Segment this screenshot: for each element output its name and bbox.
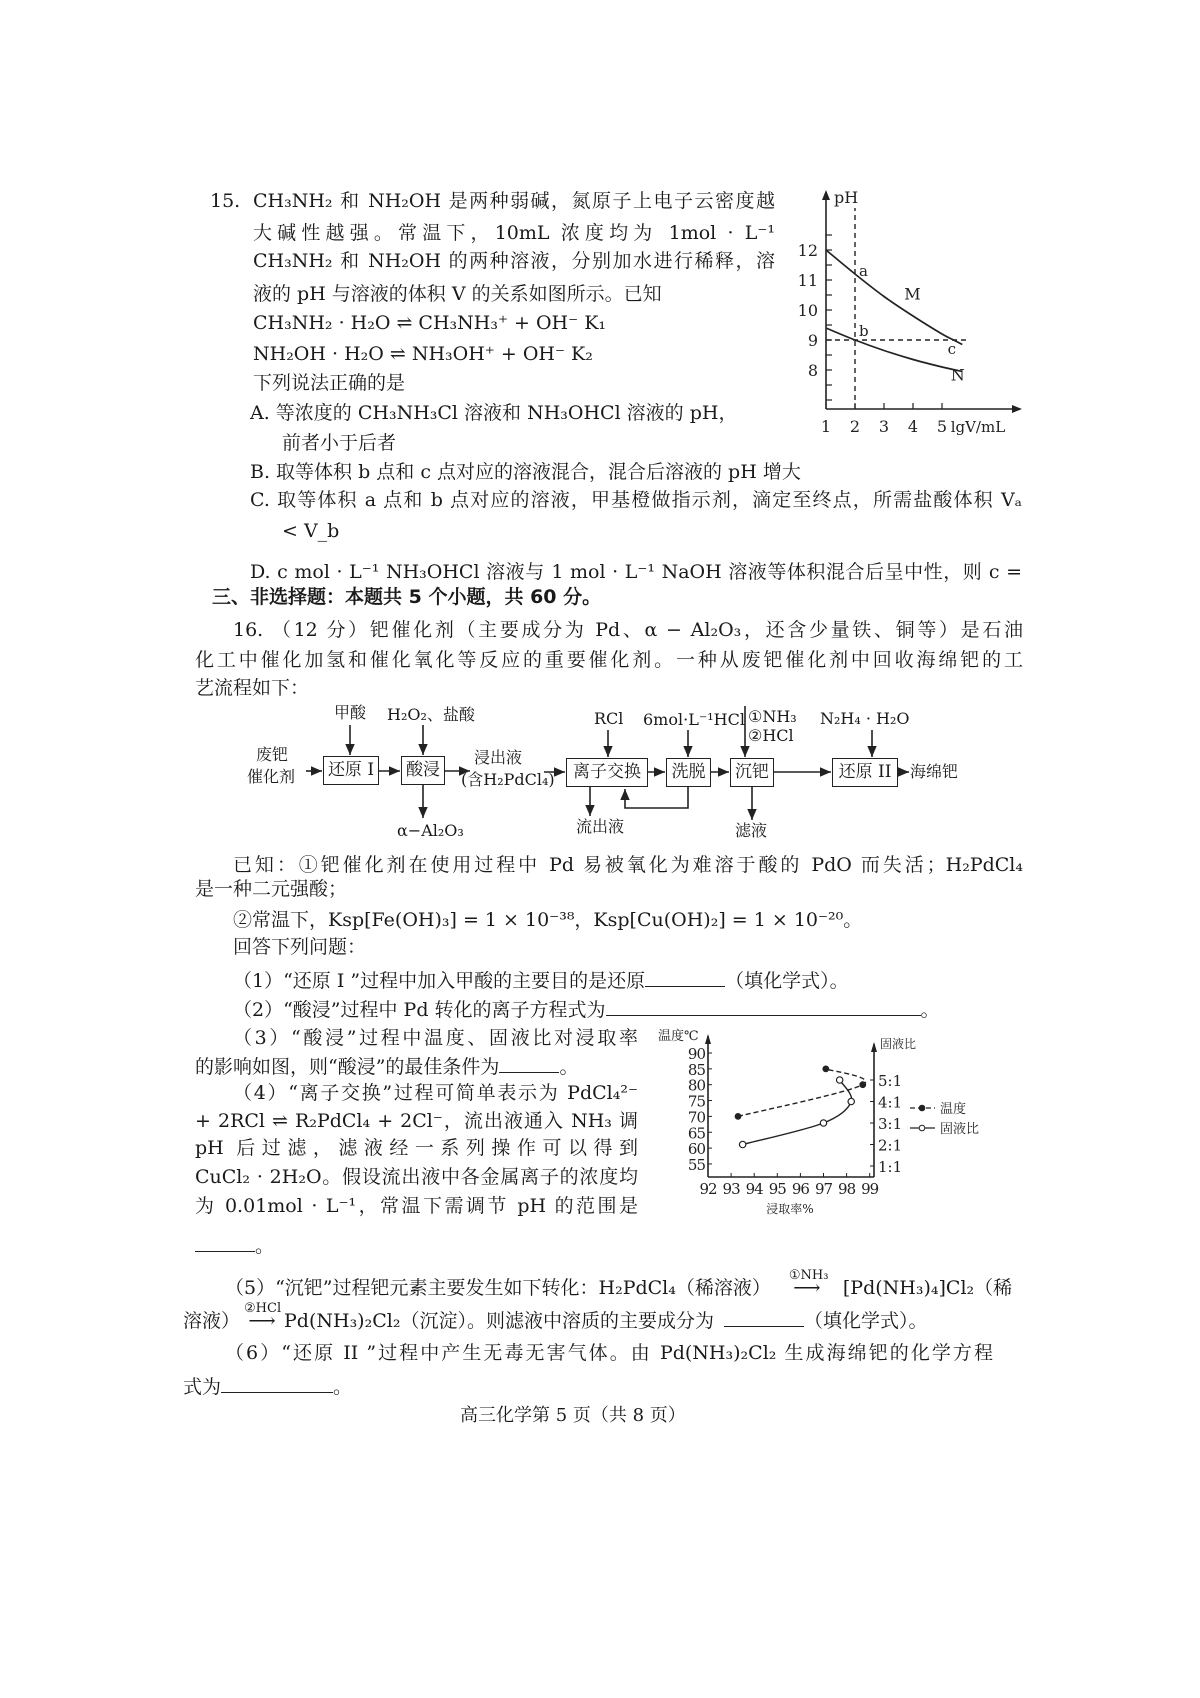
flow-leachate-label: (含H₂PdCl₄) — [461, 770, 555, 789]
right-tick-label: 2:1 — [878, 1136, 903, 1155]
x-tick-label: 1 — [820, 417, 832, 436]
right-axis-label: 固液比 — [880, 1037, 917, 1051]
subquestion-1-suffix: （填化学式）。 — [725, 970, 849, 992]
option-d: D. c mol · L⁻¹ NH₃OHCl 溶液与 1 mol · L⁻¹ NaOH 溶液等体积混合后呈中性，则 c = — [250, 561, 1022, 583]
subquestion-5 — [225, 1268, 1013, 1300]
y-tick-label: 10 — [797, 301, 818, 320]
data-point-温度 — [860, 1082, 866, 1088]
flow-step-acid-leach: 酸浸 — [401, 756, 445, 785]
left-tick-label: 90 — [687, 1045, 705, 1063]
legend-marker — [919, 1105, 925, 1111]
subquestion-1-text: （1）“还原 I ”过程中加入甲酸的主要目的是还原 — [233, 970, 646, 992]
q15-text-line: CH₃NH₂ 和 NH₂OH 是两种弱碱，氮原子上电子云密度越 — [253, 190, 775, 212]
legend-label: 固液比 — [940, 1122, 980, 1137]
x-tick-label: 95 — [768, 1180, 786, 1198]
flow-output-label: α−Al₂O₃ — [397, 821, 464, 840]
y-tick-label: 12 — [797, 241, 818, 260]
flow-reagent-label: 甲酸 — [334, 703, 367, 722]
option-c: C. 取等体积 a 点和 b 点对应的溶液，甲基橙做指示剂，滴定至终点，所需盐酸体积 Vₐ — [250, 489, 1022, 511]
q16-intro-line: 化工中催化加氢和催化氧化等反应的重要催化剂。一种从废钯催化剂中回收海绵钯的工 — [195, 649, 1023, 671]
option-a-cont: 前者小于后者 — [282, 432, 397, 454]
option-a: A. 等浓度的 CH₃NH₃Cl 溶液和 NH₃OHCl 溶液的 pH， — [250, 402, 738, 424]
known-info-line: 是一种二元强酸； — [195, 878, 348, 900]
q15-text-line: 液的 pH 与溶液的体积 V 的关系如图所示。已知 — [253, 283, 662, 305]
legend-label: 温度 — [940, 1102, 967, 1117]
section-heading: 三、非选择题：本题共 5 个小题，共 60 分。 — [212, 586, 602, 608]
x-tick-label: 94 — [745, 1180, 763, 1198]
q15-prompt: 下列说法正确的是 — [253, 372, 406, 394]
right-tick-label: 4:1 — [878, 1093, 903, 1112]
flow-reagent-label: ②HCl — [748, 726, 794, 745]
flow-reagent-label: RCl — [594, 709, 624, 728]
subquestion-5-text: 溶液） — [183, 1310, 241, 1332]
flow-reagent-label: N₂H₄ · H₂O — [820, 709, 910, 728]
subquestion-2-text: （2）“酸浸”过程中 Pd 转化的离子方程式为 — [233, 999, 606, 1021]
left-tick-label: 65 — [687, 1124, 705, 1143]
equilibrium-equation-1: CH₃NH₂ · H₂O ⇌ CH₃NH₃⁺ + OH⁻ K₁ — [253, 312, 607, 334]
x-tick-label: 3 — [878, 417, 890, 436]
right-tick-label: 1:1 — [878, 1158, 903, 1176]
flow-step-ion-exchange: 离子交换 — [566, 758, 648, 787]
left-axis-label: 温度℃ — [658, 1029, 699, 1044]
flow-input-label: 催化剂 — [247, 767, 296, 786]
x-axis-label: lgV/mL — [950, 418, 1006, 436]
page-footer: 高三化学第 5 页（共 8 页） — [460, 1405, 686, 1426]
flow-leachate-label: 浸出液 — [474, 748, 523, 767]
question-number: 15. — [210, 190, 241, 212]
right-axis-arrow — [871, 1042, 877, 1052]
reaction-arrow-condition: ②HCl — [244, 1301, 282, 1316]
flow-step-elution: 洗脱 — [666, 758, 711, 787]
x-tick-label: 97 — [814, 1180, 833, 1198]
option-c-cont: < V_b — [282, 520, 340, 542]
subquestion-5-text: [Pd(NH₃)₄]Cl₂（稀 — [842, 1277, 1013, 1299]
period: 。 — [559, 1056, 579, 1078]
period: 。 — [255, 1235, 275, 1257]
flow-step-reduce-2: 还原 II — [832, 758, 898, 787]
right-tick-label: 3:1 — [878, 1115, 903, 1133]
q16-intro-line: 16. （12 分）钯催化剂（主要成分为 Pd、α − Al₂O₃，还含少量铁、铜等）是石油 — [233, 619, 1023, 641]
flow-reagent-label: H₂O₂、盐酸 — [387, 705, 475, 724]
period: 。 — [333, 1376, 353, 1398]
reaction-arrow: ②HCl ⟶ — [240, 1309, 284, 1333]
flow-step-precipitate-pd: 沉钯 — [730, 758, 774, 787]
series-label-N: N — [950, 365, 965, 385]
y-axis-label: pH — [834, 188, 859, 207]
y-tick-label: 8 — [807, 361, 818, 380]
subquestion-3-text: 的影响如图，则“酸浸”的最佳条件为 — [195, 1056, 500, 1078]
subquestion-4-line: pH 后过滤，滤液经一系列操作可以得到 — [195, 1137, 638, 1159]
flow-step-reduce-1: 还原 I — [323, 756, 379, 785]
left-tick-label: 70 — [687, 1108, 705, 1127]
x-tick-label: 96 — [791, 1180, 809, 1198]
series-line-固液比 — [743, 1080, 852, 1145]
series-label-M: M — [904, 284, 921, 304]
point-label-b: b — [859, 322, 869, 340]
answer-blank-6[interactable] — [221, 1374, 333, 1393]
data-point-固液比 — [848, 1098, 854, 1104]
subquestion-4-line: + 2RCl ⇌ R₂PdCl₄ + 2Cl⁻，流出液通入 NH₃ 调 — [195, 1110, 638, 1132]
left-tick-label: 55 — [687, 1155, 705, 1174]
x-tick-label: 98 — [838, 1180, 856, 1198]
x-tick-label: 5 — [936, 417, 948, 436]
data-point-固液比 — [739, 1141, 745, 1147]
data-point-固液比 — [820, 1120, 826, 1126]
point-label-a: a — [859, 262, 868, 280]
flow-reagent-label: ①NH₃ — [748, 707, 797, 726]
left-tick-label: 80 — [687, 1076, 705, 1095]
answer-prompt: 回答下列问题： — [233, 936, 367, 958]
right-tick-label: 5:1 — [878, 1072, 903, 1090]
subquestion-5-text: （5）“沉钯”过程钯元素主要发生如下转化：H₂PdCl₄（稀溶液） — [225, 1277, 771, 1299]
period: 。 — [920, 999, 940, 1021]
flow-output-label: 滤液 — [735, 821, 768, 840]
subquestion-4-line: CuCl₂ · 2H₂O。假设流出液中各金属离子的浓度均 — [195, 1166, 638, 1188]
subquestion-4: （4）“离子交换”过程可简单表示为 PdCl₄²⁻ — [233, 1082, 638, 1104]
answer-blank-5[interactable] — [724, 1308, 804, 1327]
left-tick-label: 60 — [687, 1140, 705, 1159]
data-point-温度 — [823, 1066, 829, 1072]
x-tick-label: 2 — [849, 417, 861, 436]
legend-marker — [919, 1125, 925, 1131]
left-tick-label: 85 — [687, 1060, 705, 1079]
left-axis-arrow — [705, 1034, 711, 1044]
flow-output-label: 流出液 — [576, 817, 625, 836]
flow-reagent-label: 6mol·L⁻¹HCl — [643, 710, 745, 729]
x-tick-label: 4 — [907, 417, 919, 436]
q15-text-line: 大碱性越强。常温下，10mL 浓度均为 1mol · L⁻¹ — [253, 222, 775, 244]
x-tick-label: 92 — [699, 1180, 717, 1198]
flow-input-label: 废钯 — [256, 745, 289, 764]
left-tick-label: 75 — [687, 1092, 705, 1111]
subquestion-3: （3）“酸浸”过程中温度、固液比对浸取率 — [233, 1027, 638, 1049]
y-tick-label: 9 — [807, 331, 818, 350]
reaction-arrow: ①NH₃ ⟶ — [771, 1276, 843, 1300]
q15-text-line: CH₃NH₂ 和 NH₂OH 的两种溶液，分别加水进行稀释，溶 — [253, 250, 775, 272]
x-tick-label: 93 — [722, 1180, 740, 1198]
ksp-values: ②常温下，Ksp[Fe(OH)₃] = 1 × 10⁻³⁸，Ksp[Cu(OH)₂] = 1 × 10⁻²⁰。 — [233, 909, 863, 931]
known-info-line: 已知：①钯催化剂在使用过程中 Pd 易被氧化为难溶于酸的 PdO 而失活；H₂PdCl₄ — [233, 854, 1023, 876]
q16-intro-line: 艺流程如下： — [195, 677, 310, 699]
subquestion-5-text: Pd(NH₃)₂Cl₂（沉淀）。则滤液中溶质的主要成分为 — [284, 1310, 714, 1332]
data-point-温度 — [735, 1114, 741, 1120]
subquestion-4-line: 为 0.01mol · L⁻¹，常温下需调节 pH 的范围是 — [195, 1195, 638, 1217]
flow-product-label: 海绵钯 — [910, 762, 959, 781]
point-label-c: c — [947, 340, 957, 358]
subquestion-6-cont — [183, 1374, 352, 1399]
data-point-固液比 — [836, 1077, 842, 1083]
subquestion-6: （6）“还原 II ”过程中产生无毒无害气体。由 Pd(NH₃)₂Cl₂ 生成海绵钯的化学方程 — [225, 1342, 993, 1364]
option-b: B. 取等体积 b 点和 c 点对应的溶液混合，混合后溶液的 pH 增大 — [250, 461, 801, 483]
subquestion-5-cont — [183, 1301, 928, 1333]
equilibrium-equation-2: NH₂OH · H₂O ⇌ NH₃OH⁺ + OH⁻ K₂ — [253, 343, 593, 365]
x-tick-label: 99 — [861, 1180, 879, 1198]
subquestion-6-text: 式为 — [183, 1376, 222, 1398]
x-axis-label: 浸取率% — [766, 1202, 814, 1216]
subquestion-5-suffix: （填化学式）。 — [803, 1310, 928, 1332]
reaction-arrow-condition: ①NH₃ — [788, 1268, 829, 1283]
y-tick-label: 11 — [797, 271, 818, 290]
